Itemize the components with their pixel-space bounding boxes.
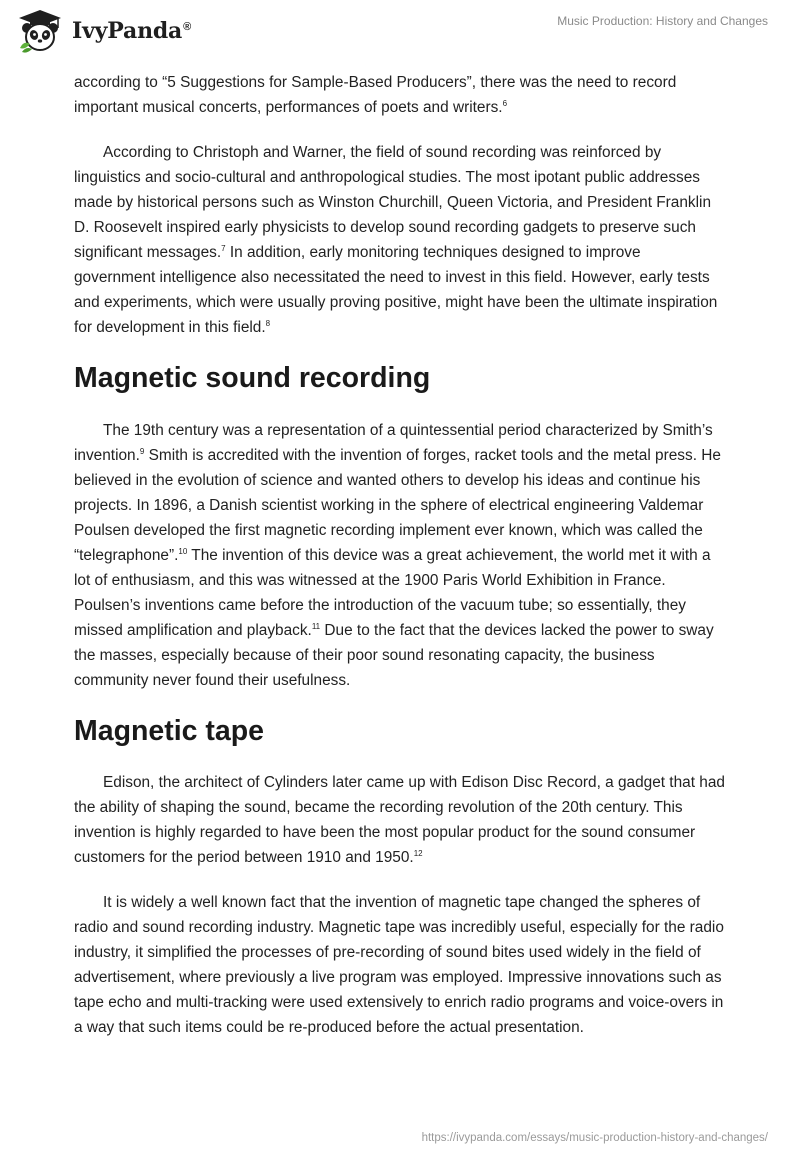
section-heading-magnetic-sound-recording: Magnetic sound recording [74,362,431,394]
source-url[interactable]: https://ivypanda.com/essays/music-production-history-and-changes/ [421,1132,768,1144]
section-heading-magnetic-tape: Magnetic tape [74,715,265,747]
paragraph: The 19th century was a representation of a quintessential period characterized by Smith’s invention.$^9$ Smith is accredited with the invention of forges, racket tools and the metal press. He believed in the evolution of science and wanted others to develop his ideas and continue his projects. In 1896, a Danish scientist working in the sphere of electrical engineering Valdemar Poulsen developed the first magnetic recording implement ever known, which was called the “telegraphone”.$^{10}$ The invention of this device was a great achievement, the world met it with a lot of enthusiasm, and this was witnessed at the 1900 Paris World Exhibition in France. Poulsen’s inventions came before the introduction of the vacuum tube; so essentially, they missed amplification and playback.$^{11}$ Due to the fact that the devices lacked the power to sway the masses, especially because of their poor sound resonating capacity, the business community never found their usefulness. [74,422,721,689]
footnote-ref[interactable]: 10 [178,547,188,556]
brand-logo[interactable] [16,8,191,54]
footnote-ref[interactable]: 12 [413,849,423,858]
essay-body [74,70,726,1060]
footnote-ref[interactable]: 6 [502,99,508,108]
panda-graduate-logo-icon [16,8,64,54]
footnote-ref[interactable]: 7 [221,244,226,253]
page-header [0,0,800,62]
paragraph: According to Christoph and Warner, the field of sound recording was reinforced by linguistics and socio-cultural and anthropological studies. The most ipotant public addresses made by historical persons such as Winston Churchill, Queen Victoria, and President Franklin D. Roosevelt inspired early physicists to develop sound recording gadgets to preserve such significant messages.$^7$ In addition, early monitoring techniques designed to improve government intelligence also necessitated the need to invest in this field. However, early tests and experiments, which were usually proving positive, might have been the ultimate inspiration for development in this field.$^8$ [74,144,718,336]
footnote-ref[interactable]: 9 [139,447,145,456]
footnote-ref[interactable]: 11 [311,622,321,631]
paragraph: according to “5 Suggestions for Sample-Based Producers”, there was the need to record important musical concerts, performances of poets and writers.$^6$ [74,74,677,116]
paragraph: It is widely a well known fact that the invention of magnetic tape changed the spheres of radio and sound recording industry. Magnetic tape was incredibly useful, especially for the radio industry, it simplified the processes of pre-recording of sound bites used widely in the field of advertisement, where previously a live program was employed. Impressive innovations such as tape echo and multi-tracking were used extensively to enrich radio programs and voice-overs in a way that such items could be re-produced before the actual presentation. [74,894,724,1036]
paragraph: Edison, the architect of Cylinders later came up with Edison Disc Record, a gadget that had the ability of shaping the sound, became the recording revolution of the 20th century. This invention is highly regarded to have been the most popular product for the sound consumer customers for the period between 1910 and 1950.12 [74,774,725,866]
footnote-ref[interactable]: 8 [265,319,271,328]
brand-name: IvyPanda® [72,18,192,44]
document-title: Music Production: History and Changes [557,14,768,28]
